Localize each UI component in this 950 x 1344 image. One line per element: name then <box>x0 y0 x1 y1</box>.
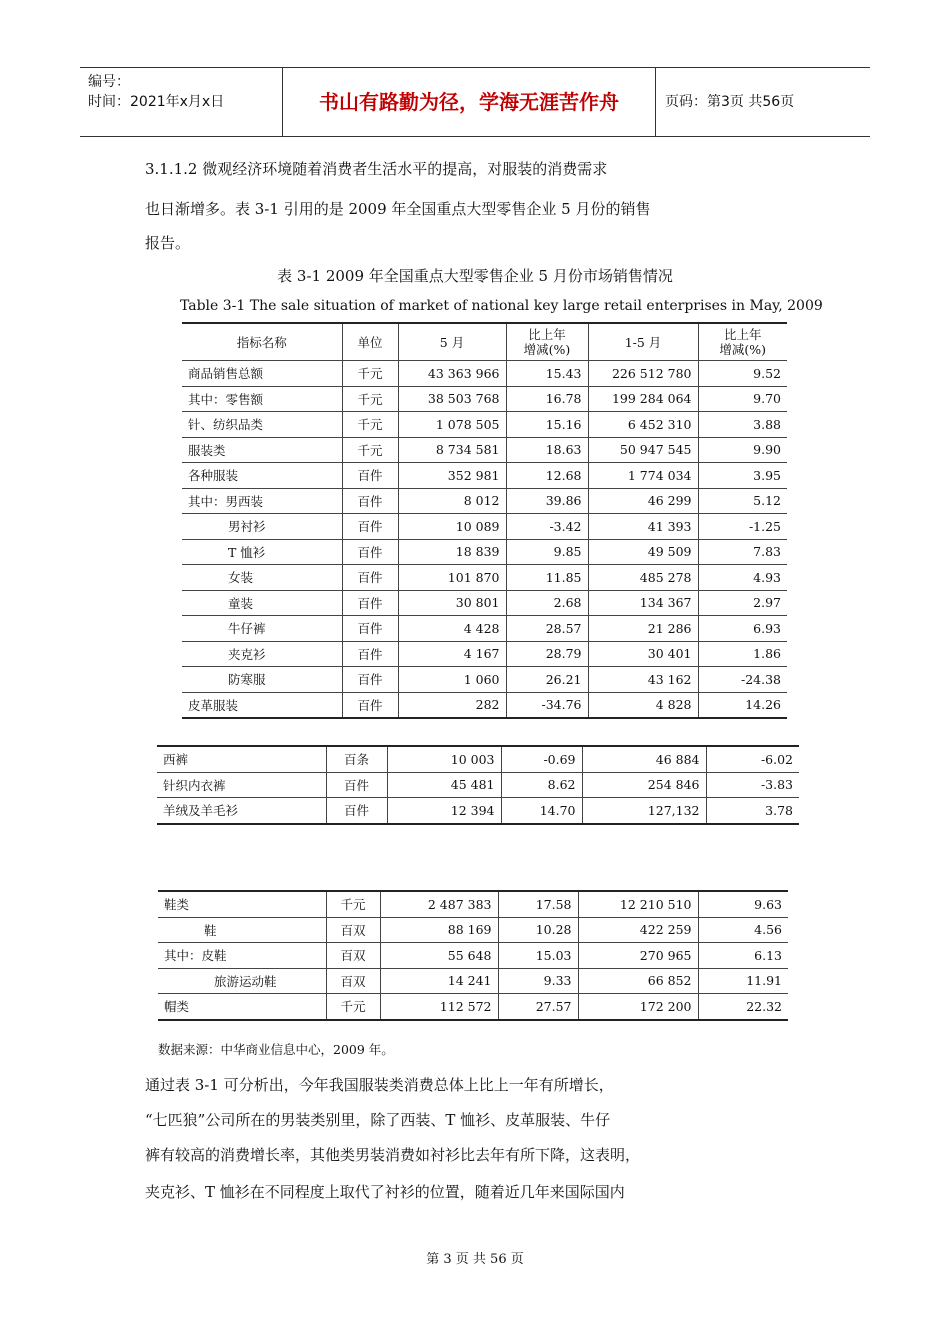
row-label: 西裤 <box>157 746 326 772</box>
table-cell: 3.88 <box>698 412 787 438</box>
table-cell: 254 846 <box>582 772 706 798</box>
table-row <box>182 565 787 591</box>
table-cell: 百双 <box>326 968 380 994</box>
table-title-en: Table 3-1 The sale situation of market of national key large retail enterprises in May, 2009 <box>180 298 823 314</box>
table-cell: 9.70 <box>698 386 787 412</box>
table-cell: 4 428 <box>398 616 506 642</box>
table-cell: 270 965 <box>578 943 698 969</box>
table-cell: 1.86 <box>698 641 787 667</box>
table-cell: 百件 <box>342 514 398 540</box>
page-header <box>80 67 870 137</box>
table-cell: 百件 <box>326 798 387 824</box>
table-cell: 134 367 <box>588 590 698 616</box>
table-cell: 12.68 <box>506 463 588 489</box>
table-row <box>182 692 787 718</box>
row-label: 各种服装 <box>182 463 342 489</box>
row-label: T 恤衫 <box>182 539 342 565</box>
table-cell: 10 089 <box>398 514 506 540</box>
row-label: 女装 <box>182 565 342 591</box>
table-row <box>182 514 787 540</box>
table-cell: 12 394 <box>387 798 501 824</box>
table-cell: 14.26 <box>698 692 787 718</box>
table-cell: 3.95 <box>698 463 787 489</box>
table-cell: 50 947 545 <box>588 437 698 463</box>
page-footer: 第 3 页 共 56 页 <box>426 1252 524 1267</box>
table-cell: -3.42 <box>506 514 588 540</box>
table-cell: -6.02 <box>706 746 799 772</box>
table-row <box>182 463 787 489</box>
row-label: 其中：男西装 <box>182 488 342 514</box>
table-cell: 55 648 <box>380 943 498 969</box>
table-title-cn: 表 3-1 2009 年全国重点大型零售企业 5 月份市场销售情况 <box>277 267 673 285</box>
table-cell: 千元 <box>342 361 398 387</box>
table-cell: 43 363 966 <box>398 361 506 387</box>
row-label: 夹克衫 <box>182 641 342 667</box>
table-cell: 百件 <box>342 692 398 718</box>
table-cell: 百双 <box>326 943 380 969</box>
row-label: 其中：皮鞋 <box>158 943 326 969</box>
table-cell: 49 509 <box>588 539 698 565</box>
motto: 书山有路勤为径，学海无涯苦作舟 <box>282 68 656 136</box>
table-cell: 485 278 <box>588 565 698 591</box>
table-row <box>182 412 787 438</box>
table-cell: 9.33 <box>498 968 578 994</box>
table-cell: 21 286 <box>588 616 698 642</box>
table-cell: 百件 <box>342 616 398 642</box>
page-label: 页码：第3页 共56页 <box>665 94 795 110</box>
table-row <box>182 590 787 616</box>
table-cell: 7.83 <box>698 539 787 565</box>
table-cell: 4.56 <box>698 917 788 943</box>
table-cell: 1 078 505 <box>398 412 506 438</box>
table-cell: 2 487 383 <box>380 891 498 917</box>
row-label: 羊绒及羊毛衫 <box>157 798 326 824</box>
table-cell: 226 512 780 <box>588 361 698 387</box>
analysis-line-2: “七匹狼”公司所在的男装类别里，除了西装、T 恤衫、皮革服装、牛仔 <box>145 1111 611 1129</box>
table-row <box>158 968 788 994</box>
table-cell: 15.43 <box>506 361 588 387</box>
row-label: 旅游运动鞋 <box>158 968 326 994</box>
analysis-line-1: 通过表 3-1 可分析出，今年我国服装类消费总体上比上一年有所增长， <box>145 1076 614 1094</box>
row-label: 鞋类 <box>158 891 326 917</box>
table-cell: 8 012 <box>398 488 506 514</box>
row-label: 男衬衫 <box>182 514 342 540</box>
column-header: 单位 <box>342 323 398 361</box>
table-cell: 千元 <box>326 891 380 917</box>
sales-table-main <box>182 322 787 719</box>
table-row <box>182 488 787 514</box>
table-cell: 28.57 <box>506 616 588 642</box>
table-cell: 39.86 <box>506 488 588 514</box>
table-cell: 38 503 768 <box>398 386 506 412</box>
table-cell: 9.85 <box>506 539 588 565</box>
intro-line-2: 也日渐增多。表 3-1 引用的是 2009 年全国重点大型零售企业 5 月份的销售 <box>145 200 651 218</box>
row-label: 童装 <box>182 590 342 616</box>
table-cell: 172 200 <box>578 994 698 1020</box>
row-label: 牛仔裤 <box>182 616 342 642</box>
table-row <box>157 772 799 798</box>
table-header-row <box>182 323 787 361</box>
table-cell: 2.68 <box>506 590 588 616</box>
table-cell: 4.93 <box>698 565 787 591</box>
table-cell: 15.16 <box>506 412 588 438</box>
table-cell: -24.38 <box>698 667 787 693</box>
analysis-line-3: 裤有较高的消费增长率，其他类男装消费如衬衫比去年有所下降，这表明， <box>145 1146 641 1164</box>
table-cell: -34.76 <box>506 692 588 718</box>
table-row <box>158 891 788 917</box>
table-cell: 66 852 <box>578 968 698 994</box>
table-row <box>158 917 788 943</box>
analysis-line-4: 夹克衫、T 恤衫在不同程度上取代了衬衫的位置，随着近几年来国际国内 <box>145 1183 625 1201</box>
table-row <box>157 746 799 772</box>
table-cell: 26.21 <box>506 667 588 693</box>
table-cell: 11.91 <box>698 968 788 994</box>
table-cell: 17.58 <box>498 891 578 917</box>
table-row <box>182 539 787 565</box>
column-header: 比上年 增减(%) <box>698 323 787 361</box>
table-cell: 352 981 <box>398 463 506 489</box>
table-cell: 15.03 <box>498 943 578 969</box>
table-cell: 4 828 <box>588 692 698 718</box>
table-cell: 9.63 <box>698 891 788 917</box>
column-header: 1-5 月 <box>588 323 698 361</box>
row-label: 其中：零售额 <box>182 386 342 412</box>
table-cell: -3.83 <box>706 772 799 798</box>
table-cell: 18 839 <box>398 539 506 565</box>
table-cell: 18.63 <box>506 437 588 463</box>
table-cell: 30 401 <box>588 641 698 667</box>
table-cell: 30 801 <box>398 590 506 616</box>
table-row <box>182 386 787 412</box>
table-cell: 41 393 <box>588 514 698 540</box>
table-cell: 14.70 <box>501 798 582 824</box>
intro-line-3: 报告。 <box>145 234 191 252</box>
table-cell: -1.25 <box>698 514 787 540</box>
table-cell: 千元 <box>326 994 380 1020</box>
table-row <box>182 361 787 387</box>
table-cell: 45 481 <box>387 772 501 798</box>
table-cell: 8.62 <box>501 772 582 798</box>
table-cell: 1 060 <box>398 667 506 693</box>
row-label: 防寒服 <box>182 667 342 693</box>
table-cell: 28.79 <box>506 641 588 667</box>
row-label: 鞋 <box>158 917 326 943</box>
table-cell: 百件 <box>342 539 398 565</box>
table-row <box>182 641 787 667</box>
table-cell: 9.52 <box>698 361 787 387</box>
table-cell: 12 210 510 <box>578 891 698 917</box>
table-cell: 127,132 <box>582 798 706 824</box>
table-cell: 8 734 581 <box>398 437 506 463</box>
row-label: 皮革服装 <box>182 692 342 718</box>
table-cell: 千元 <box>342 386 398 412</box>
table-row <box>158 943 788 969</box>
table-cell: 百件 <box>342 590 398 616</box>
table-cell: 101 870 <box>398 565 506 591</box>
table-row <box>157 798 799 824</box>
column-header: 指标名称 <box>182 323 342 361</box>
table-cell: 16.78 <box>506 386 588 412</box>
table-cell: 6.93 <box>698 616 787 642</box>
row-label: 针、纺织品类 <box>182 412 342 438</box>
header-meta <box>80 68 282 136</box>
table-cell: 4 167 <box>398 641 506 667</box>
table-row <box>158 994 788 1020</box>
table-row <box>182 667 787 693</box>
table-cell: 百件 <box>342 488 398 514</box>
row-label: 针织内衣裤 <box>157 772 326 798</box>
table-cell: 百件 <box>342 565 398 591</box>
table-cell: 1 774 034 <box>588 463 698 489</box>
table-cell: 112 572 <box>380 994 498 1020</box>
table-cell: 14 241 <box>380 968 498 994</box>
table-cell: 10.28 <box>498 917 578 943</box>
table-cell: 46 884 <box>582 746 706 772</box>
number-label: 编号： <box>88 74 130 90</box>
column-header: 5 月 <box>398 323 506 361</box>
table-cell: 2.97 <box>698 590 787 616</box>
table-cell: 11.85 <box>506 565 588 591</box>
table-cell: 10 003 <box>387 746 501 772</box>
table-cell: 88 169 <box>380 917 498 943</box>
table-cell: 5.12 <box>698 488 787 514</box>
table-cell: 199 284 064 <box>588 386 698 412</box>
row-label: 商品销售总额 <box>182 361 342 387</box>
column-header: 比上年 增减(%) <box>506 323 588 361</box>
source-note: 数据来源：中华商业信息中心，2009 年。 <box>158 1042 394 1057</box>
table-cell: -0.69 <box>501 746 582 772</box>
time-label: 时间：2021年x月x日 <box>88 94 225 110</box>
table-cell: 282 <box>398 692 506 718</box>
intro-line-1: 3.1.1.2 微观经济环境随着消费者生活水平的提高，对服装的消费需求 <box>145 160 608 178</box>
table-cell: 百条 <box>326 746 387 772</box>
table-cell: 46 299 <box>588 488 698 514</box>
table-cell: 6 452 310 <box>588 412 698 438</box>
table-cell: 千元 <box>342 412 398 438</box>
table-cell: 千元 <box>342 437 398 463</box>
table-cell: 百件 <box>342 463 398 489</box>
row-label: 服装类 <box>182 437 342 463</box>
table-cell: 22.32 <box>698 994 788 1020</box>
sales-table-trousers <box>157 745 799 825</box>
table-cell: 百件 <box>326 772 387 798</box>
table-cell: 百双 <box>326 917 380 943</box>
table-row <box>182 616 787 642</box>
table-cell: 43 162 <box>588 667 698 693</box>
table-cell: 27.57 <box>498 994 578 1020</box>
table-cell: 6.13 <box>698 943 788 969</box>
row-label: 帽类 <box>158 994 326 1020</box>
sales-table-shoes <box>158 890 788 1021</box>
table-cell: 百件 <box>342 667 398 693</box>
table-row <box>182 437 787 463</box>
table-cell: 3.78 <box>706 798 799 824</box>
table-cell: 422 259 <box>578 917 698 943</box>
table-cell: 9.90 <box>698 437 787 463</box>
table-cell: 百件 <box>342 641 398 667</box>
